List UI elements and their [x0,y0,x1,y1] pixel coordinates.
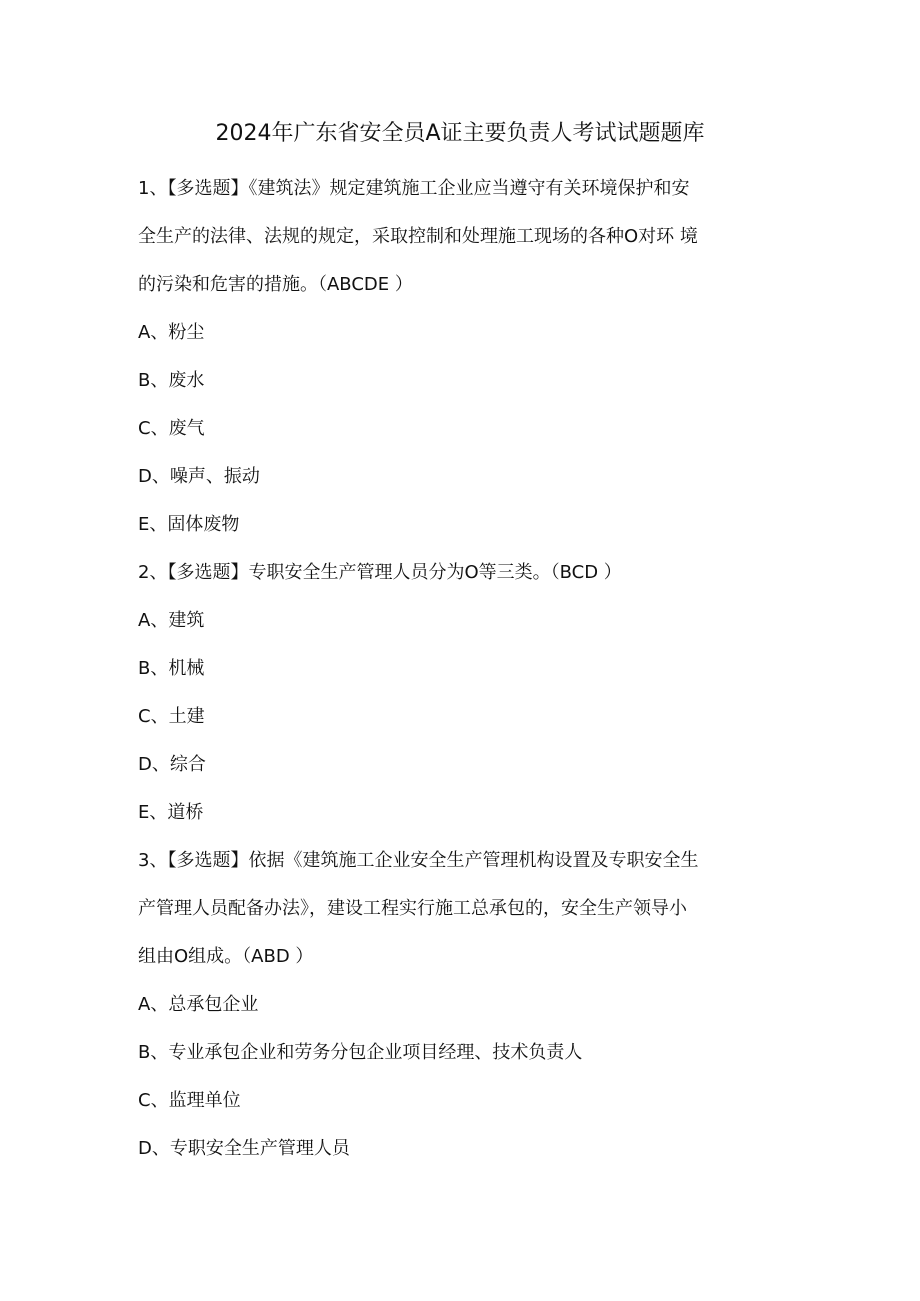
question-2-option-b: B、机械 [138,658,205,679]
question-3-option-b: B、专业承包企业和劳务分包企业项目经理、技术负责人 [138,1042,583,1063]
question-3-stem-line-3: 组由O组成。（ABD ） [138,946,314,967]
question-1-stem-line-2: 全生产的法律、法规的规定，采取控制和处理施工现场的各种O对环 境 [138,226,698,247]
question-1-option-b: B、废水 [138,370,205,391]
question-3-option-d: D、专职安全生产管理人员 [138,1138,350,1159]
question-3-stem-line-1: 3、【多选题】依据《建筑施工企业安全生产管理机构设置及专职安全生 [138,850,699,871]
document-title: 2024年广东省安全员A证主要负责人考试试题题库 [215,121,705,146]
question-2-option-d: D、综合 [138,754,206,775]
question-2-option-c: C、土建 [138,706,205,727]
question-1-option-a: A、粉尘 [138,322,205,343]
question-3-option-a: A、总承包企业 [138,994,259,1015]
question-2-option-e: E、道桥 [138,802,204,823]
question-1-option-d: D、噪声、振动 [138,466,260,487]
question-1-stem-line-1: 1、【多选题】《建筑法》规定建筑施工企业应当遵守有关环境保护和安 [138,178,690,199]
question-3-stem-line-2: 产管理人员配备办法》，建设工程实行施工总承包的，安全生产领导小 [138,898,687,919]
question-2-option-a: A、建筑 [138,610,205,631]
question-1 [138,165,778,549]
question-2 [138,549,778,837]
question-2-stem-line-1: 2、【多选题】专职安全生产管理人员分为O等三类。（BCD ） [138,562,622,583]
question-3 [138,837,778,1173]
question-3-option-c: C、监理单位 [138,1090,241,1111]
question-1-option-c: C、废气 [138,418,205,439]
question-1-option-e: E、固体废物 [138,514,240,535]
question-1-stem-line-3: 的污染和危害的措施。（ABCDE ） [138,274,413,295]
question-list [138,165,778,1173]
